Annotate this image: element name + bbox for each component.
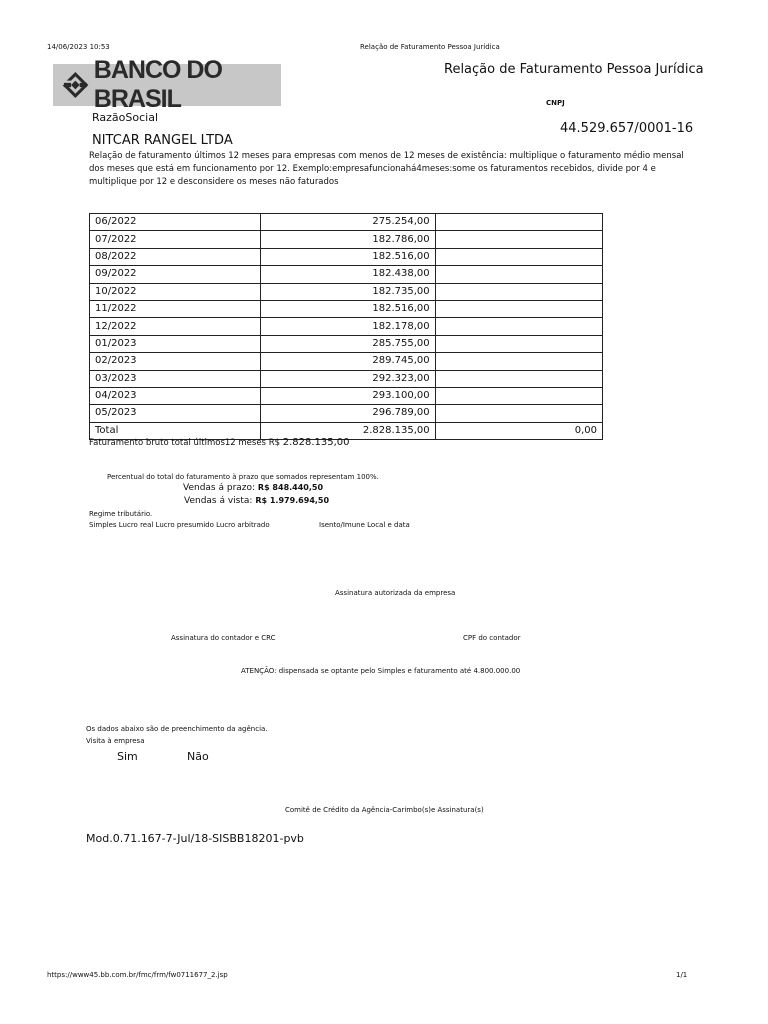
value-cell: 275.254,00 — [261, 214, 435, 231]
visita-label: Visita à empresa — [86, 737, 145, 745]
value-cell: 292.323,00 — [261, 370, 435, 387]
value-cell: 293.100,00 — [261, 387, 435, 404]
print-timestamp: 14/06/2023 10:53 — [47, 43, 110, 51]
visita-sim: Sim — [117, 750, 138, 763]
extra-cell — [435, 231, 602, 248]
instructions-text — [89, 150, 689, 189]
bank-logo-text: BANCO DO BRASIL — [93, 56, 222, 113]
extra-cell — [435, 387, 602, 404]
extra-cell — [435, 283, 602, 300]
print-page-title: Relação de Faturamento Pessoa Jurídica — [360, 43, 500, 51]
month-cell: 11/2022 — [90, 300, 261, 317]
page-number: 1/1 — [676, 971, 688, 979]
value-cell: 182.516,00 — [261, 248, 435, 265]
cnpj-label: CNPJ — [546, 99, 565, 107]
month-cell: 05/2023 — [90, 405, 261, 422]
month-cell: 04/2023 — [90, 387, 261, 404]
vendas-vista-value: R$ 1.979.694,50 — [255, 496, 330, 505]
regime-label: Regime tributário. — [89, 510, 153, 518]
value-cell: 182.516,00 — [261, 300, 435, 317]
table-row — [90, 266, 603, 283]
isento-local-data: Isento/Imune Local e data — [319, 521, 410, 529]
instructions-line: Relação de faturamento últimos 12 meses para empresas com menos de 12 meses de existência: multiplique o faturamento médio mensal — [89, 151, 684, 161]
table-row — [90, 283, 603, 300]
month-cell: 06/2022 — [90, 214, 261, 231]
month-cell: 03/2023 — [90, 370, 261, 387]
page-url[interactable]: https://www45.bb.com.br/fmc/frm/fw0711677_2.jsp — [47, 971, 228, 979]
bank-logo-icon — [61, 68, 90, 102]
table-row — [90, 248, 603, 265]
extra-cell — [435, 318, 602, 335]
form-model-code: Mod.0.71.167-7-Jul/18-SISBB18201-pvb — [86, 832, 304, 845]
regime-options: Simples Lucro real Lucro presumido Lucro arbitrado — [89, 521, 270, 529]
total-value: 2.828.135,00 — [261, 422, 435, 439]
razao-social-label: RazãoSocial — [92, 111, 158, 124]
extra-cell — [435, 300, 602, 317]
table-row — [90, 318, 603, 335]
month-cell: 08/2022 — [90, 248, 261, 265]
assinatura-empresa: Assinatura autorizada da empresa — [335, 589, 456, 597]
vendas-vista — [184, 496, 329, 506]
value-cell: 289.745,00 — [261, 353, 435, 370]
cpf-contador: CPF do contador — [463, 634, 521, 642]
faturamento-bruto-value: 2.828.135,00 — [282, 437, 350, 448]
table-row — [90, 335, 603, 352]
table-row — [90, 300, 603, 317]
assinatura-contador: Assinatura do contador e CRC — [171, 634, 276, 642]
table-row — [90, 370, 603, 387]
extra-cell — [435, 370, 602, 387]
vendas-prazo-label: Vendas á prazo: — [183, 483, 256, 493]
table-row — [90, 214, 603, 231]
value-cell: 182.178,00 — [261, 318, 435, 335]
month-cell: 07/2022 — [90, 231, 261, 248]
extra-cell — [435, 266, 602, 283]
total-label: Total — [90, 422, 261, 439]
value-cell: 182.786,00 — [261, 231, 435, 248]
extra-cell — [435, 405, 602, 422]
month-cell: 01/2023 — [90, 335, 261, 352]
document-title: Relação de Faturamento Pessoa Jurídica — [444, 62, 704, 77]
total-extra: 0,00 — [435, 422, 602, 439]
visita-nao: Não — [187, 750, 209, 763]
dados-agencia-label: Os dados abaixo são de preenchimento da agência. — [86, 725, 268, 733]
table-row — [90, 231, 603, 248]
value-cell: 182.438,00 — [261, 266, 435, 283]
vendas-prazo — [183, 483, 323, 493]
table-row — [90, 405, 603, 422]
month-cell: 12/2022 — [90, 318, 261, 335]
faturamento-bruto-label: Faturamento bruto total últimos12 meses — [89, 438, 266, 448]
revenue-table — [89, 213, 603, 440]
value-cell: 296.789,00 — [261, 405, 435, 422]
extra-cell — [435, 353, 602, 370]
vendas-vista-label: Vendas á vista: — [184, 496, 253, 506]
comite-credito: Comitê de Crédito da Agência-Carimbo(s)e Assinatura(s) — [285, 806, 484, 814]
month-cell: 10/2022 — [90, 283, 261, 300]
table-row — [90, 387, 603, 404]
cnpj-value: 44.529.657/0001-16 — [560, 121, 694, 136]
instructions-line: multiplique por 12 e desconsidere os meses não faturados — [89, 177, 339, 187]
extra-cell — [435, 248, 602, 265]
month-cell: 09/2022 — [90, 266, 261, 283]
faturamento-bruto-currency: R$ — [268, 438, 281, 448]
instructions-line: dos meses que está em funcionamento por 12. Exemplo:empresafuncionahá4meses:some os faturamentos recebidos, divide por 4 e — [89, 164, 656, 174]
vendas-prazo-value: R$ 848.440,50 — [257, 483, 324, 492]
value-cell: 182.735,00 — [261, 283, 435, 300]
bank-logo — [53, 56, 281, 113]
extra-cell — [435, 335, 602, 352]
atencao-text: ATENÇÃO: dispensada se optante pelo Simples e faturamento até 4.800.000.00 — [241, 667, 521, 675]
value-cell: 285.755,00 — [261, 335, 435, 352]
extra-cell — [435, 214, 602, 231]
table-row — [90, 353, 603, 370]
percentual-text: Percentual do total do faturamento à prazo que somados representam 100%. — [107, 473, 379, 481]
razao-social-value: NITCAR RANGEL LTDA — [92, 133, 233, 148]
faturamento-bruto — [89, 437, 350, 448]
month-cell: 02/2023 — [90, 353, 261, 370]
